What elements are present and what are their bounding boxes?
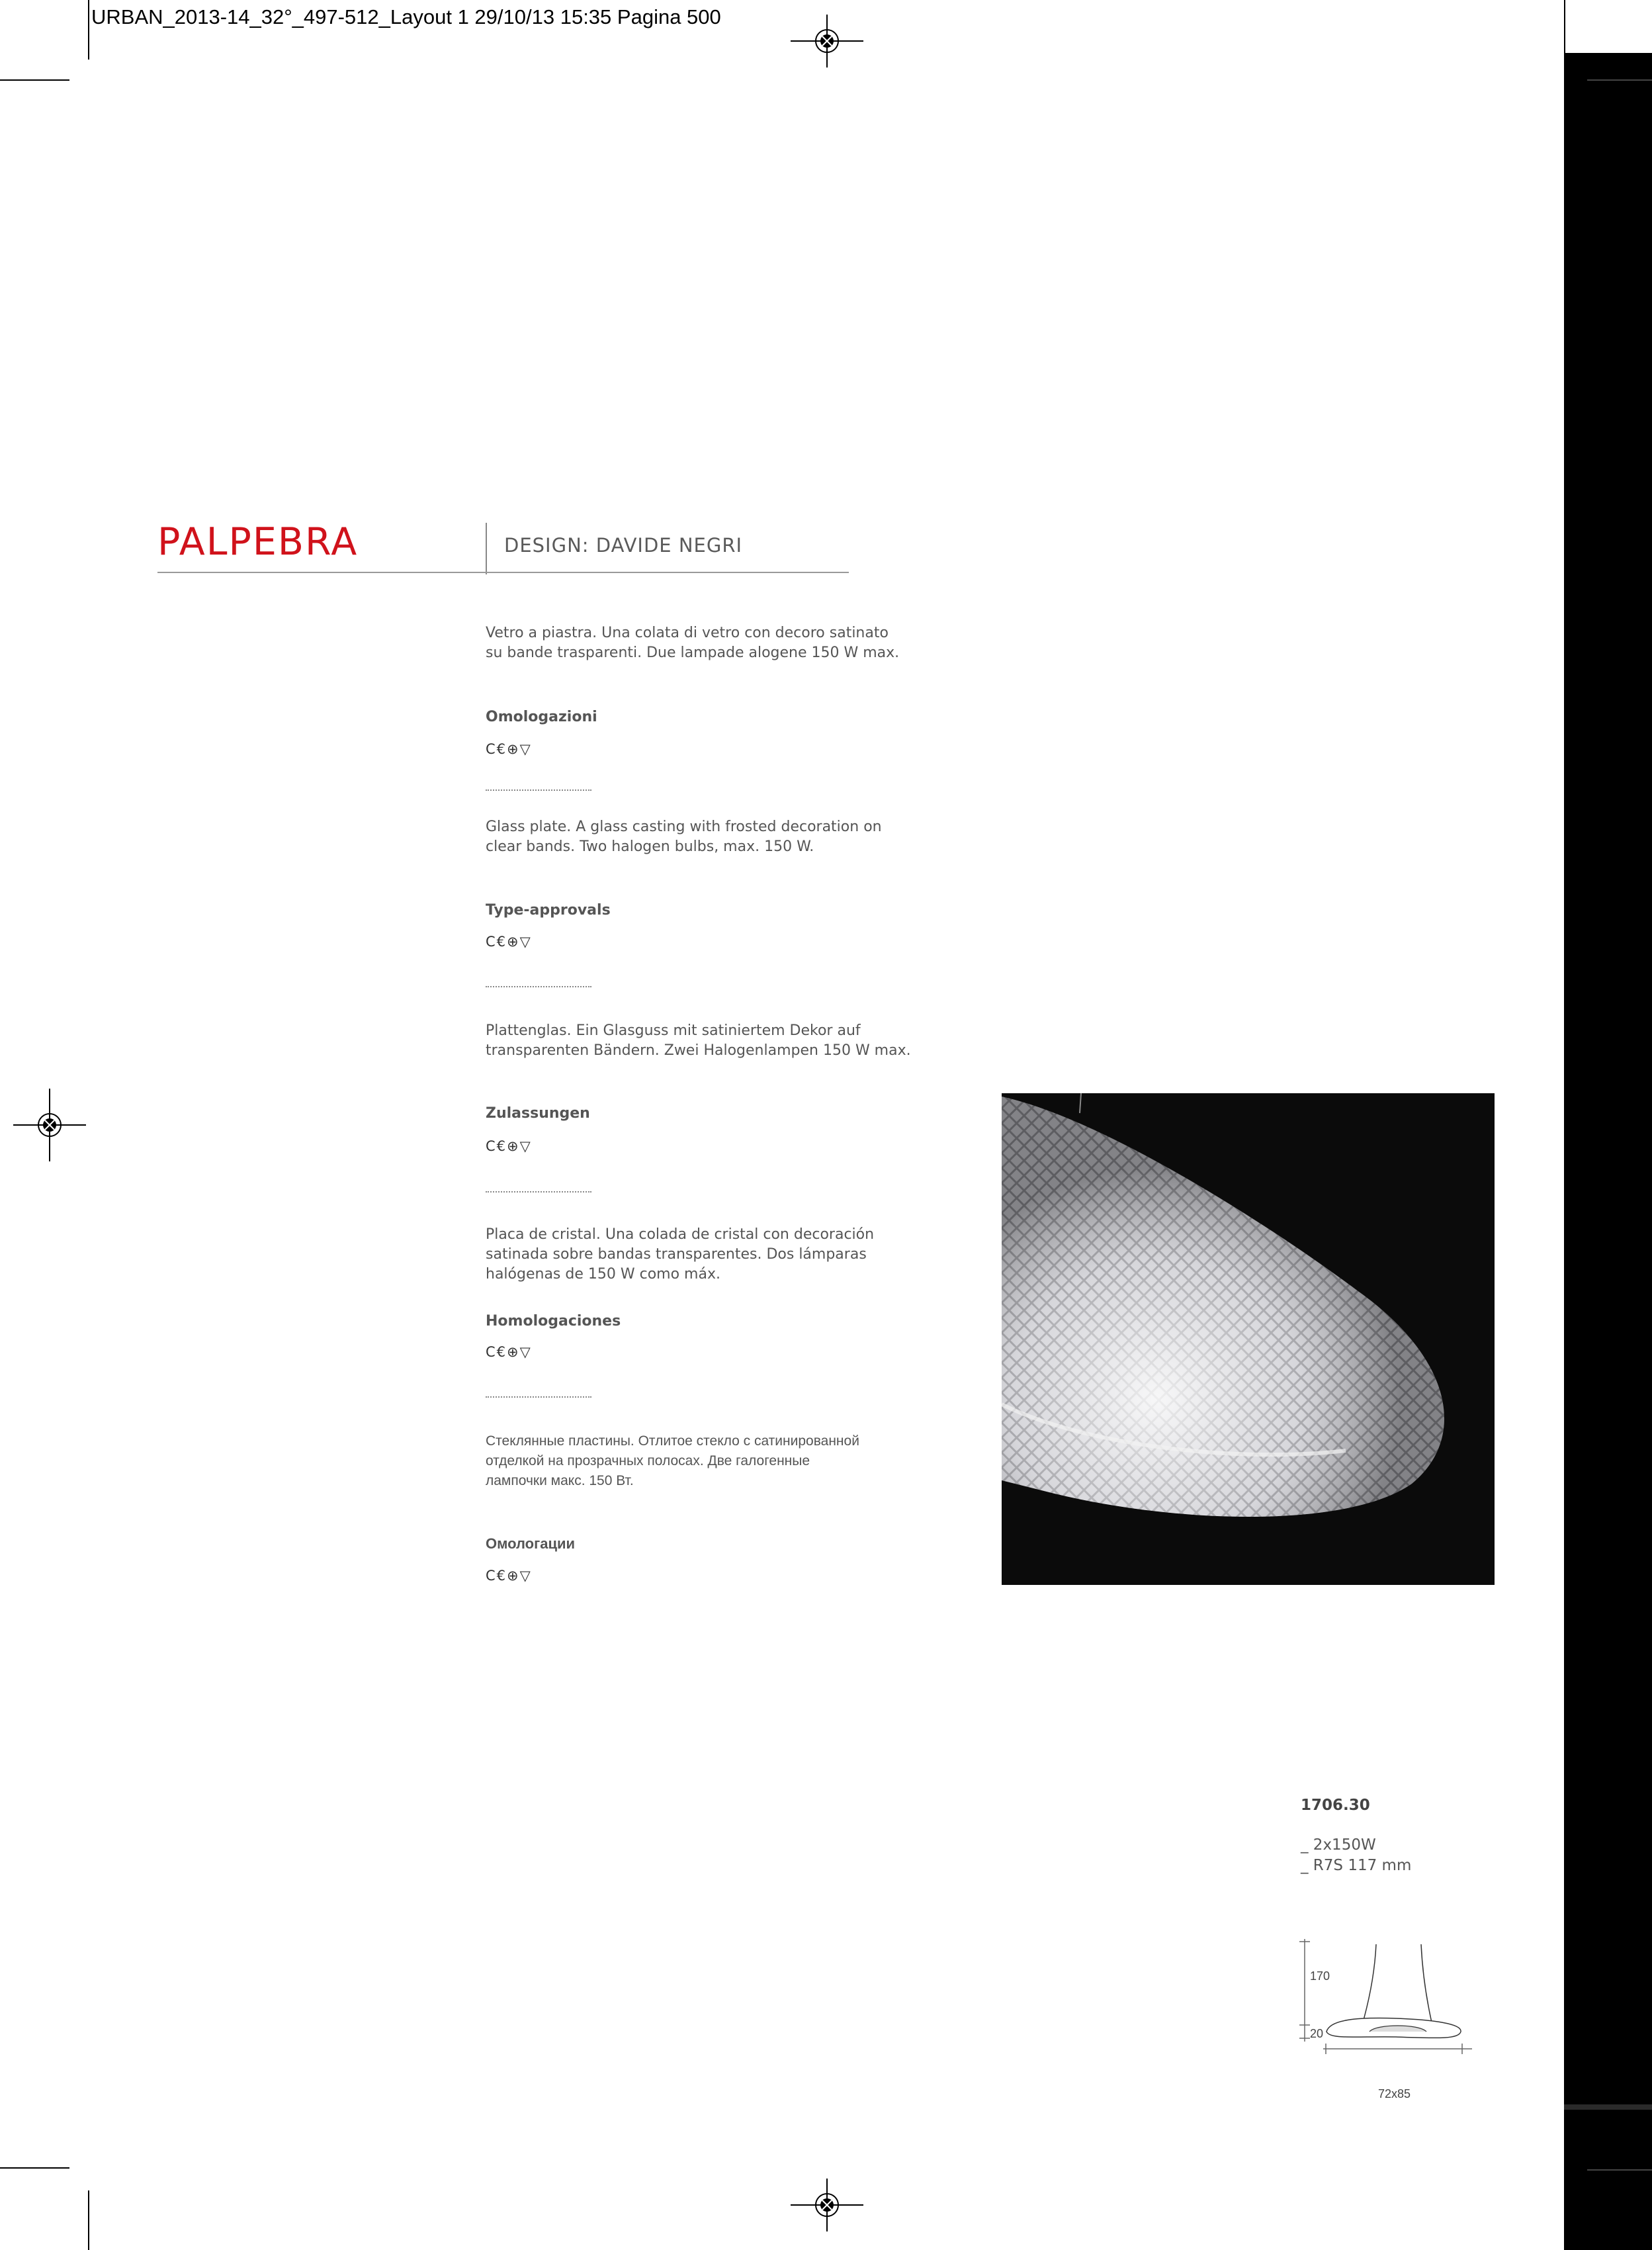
description-ru: Стеклянные пластины. Отлитое стекло с сатинированной отделкой на прозрачных полосах. Две галогенные лампочки макс. 150 Вт. <box>486 1433 859 1488</box>
side-black-bar-foot <box>1564 2104 1652 2250</box>
spec-wattage: _ 2x150W <box>1301 1836 1376 1854</box>
dim-size: 72x85 <box>1378 2087 1411 2100</box>
dim-height-total: 170 <box>1310 1969 1330 1983</box>
approvals-heading-en: Type-approvals <box>486 902 611 919</box>
product-title: PALPEBRA <box>157 520 359 564</box>
spec-bulb: _ R7S 117 mm <box>1301 1857 1412 1874</box>
approvals-heading-es: Homologaciones <box>486 1313 621 1329</box>
registration-mark-bottom <box>791 2179 863 2231</box>
designer-credit: DESIGN: DAVIDE NEGRI <box>504 534 743 557</box>
section-divider <box>486 1191 591 1192</box>
approvals-heading-ru: Омологации <box>486 1535 576 1552</box>
section-divider <box>486 789 591 791</box>
certification-icons: C€⊕▽ <box>486 934 532 950</box>
dim-height-body: 20 <box>1310 2027 1324 2040</box>
registration-mark-top <box>791 15 863 68</box>
product-photo <box>1002 1093 1495 1585</box>
technical-drawing <box>1297 1932 1475 2065</box>
certification-icons: C€⊕▽ <box>486 1138 532 1154</box>
registration-mark-left <box>13 1089 86 1161</box>
side-black-bar <box>1564 53 1652 2104</box>
description-de: Plattenglas. Ein Glasguss mit satiniertem Dekor auf transparenten Bändern. Zwei Halogenlampen 150 W max. <box>486 1022 911 1059</box>
section-divider <box>486 1396 591 1398</box>
title-rule <box>157 572 849 573</box>
approvals-heading-it: Omologazioni <box>486 709 597 725</box>
approvals-heading-de: Zulassungen <box>486 1105 590 1122</box>
certification-icons: C€⊕▽ <box>486 1568 532 1584</box>
description-es: Placa de cristal. Una colada de cristal con decoración satinada sobre bandas transparentes. Dos lámparas halógenas de 150 W como máx. <box>486 1226 875 1282</box>
description-it: Vetro a piastra. Una colata di vetro con decoro satinato su bande trasparenti. Due lampade alogene 150 W max. <box>486 625 900 661</box>
section-divider <box>486 986 591 987</box>
certification-icons: C€⊕▽ <box>486 741 532 757</box>
product-code: 1706.30 <box>1301 1797 1370 1814</box>
description-en: Glass plate. A glass casting with frosted decoration on clear bands. Two halogen bulbs, max. 150 W. <box>486 819 882 855</box>
certification-icons: C€⊕▽ <box>486 1344 532 1360</box>
print-slug: URBAN_2013-14_32°_497-512_Layout 1 29/10/13 15:35 Pagina 500 <box>91 5 721 28</box>
title-divider <box>486 523 487 574</box>
